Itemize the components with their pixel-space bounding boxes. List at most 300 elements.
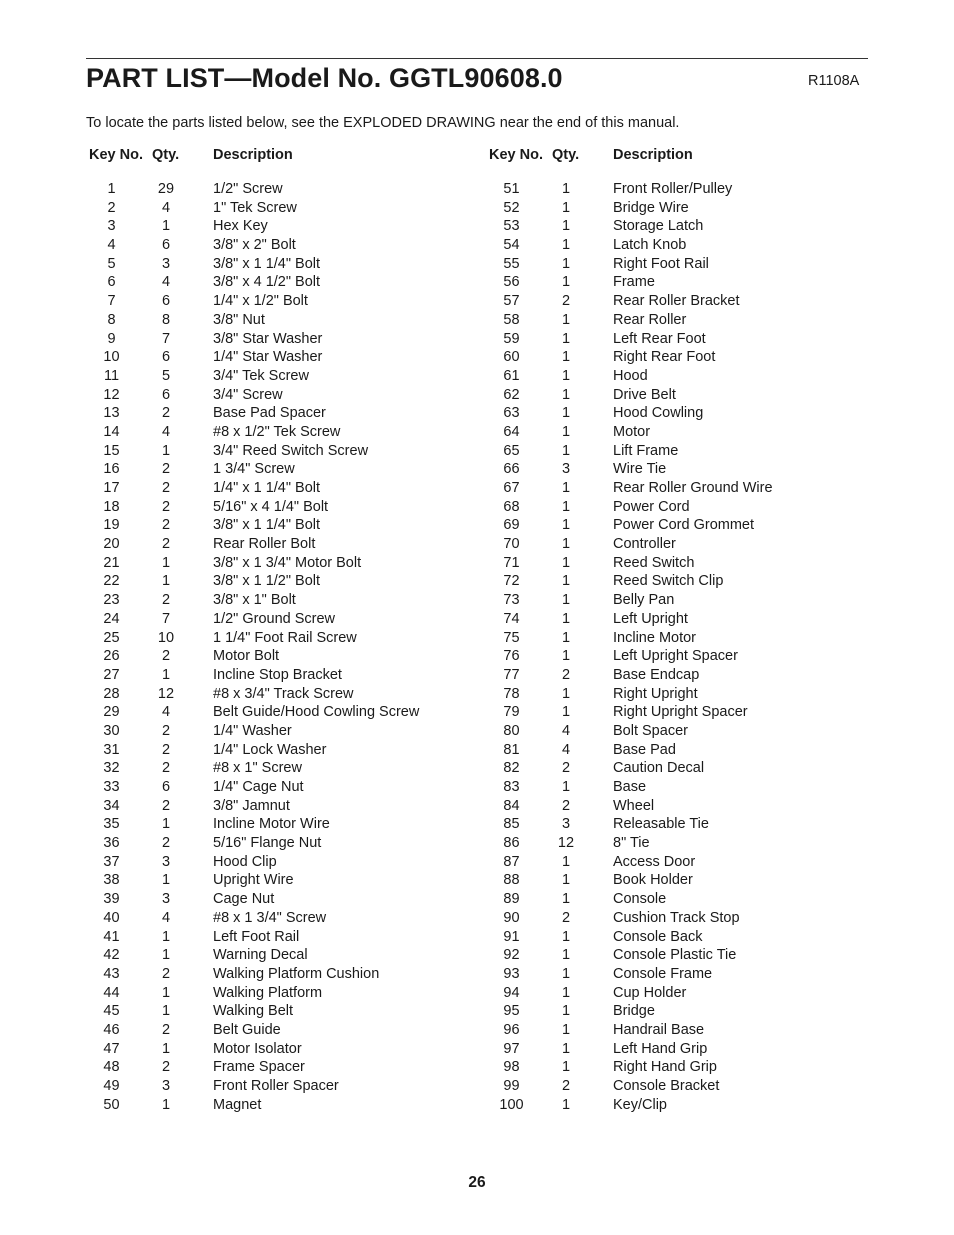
part-key-no: 99 <box>503 1078 520 1094</box>
part-key-no: 75 <box>503 629 520 646</box>
part-qty: 4 <box>161 909 171 926</box>
part-key-no: 78 <box>503 685 520 702</box>
part-qty: 1 <box>561 255 571 272</box>
part-qty: 1 <box>561 554 571 571</box>
part-description: Right Rear Foot <box>613 349 716 366</box>
header-qty: Qty. <box>152 147 180 163</box>
part-key-no: 24 <box>103 610 120 627</box>
part-description: 1/4" x 1 1/4" Bolt <box>213 480 321 496</box>
part-description: Key/Clip <box>613 1096 667 1113</box>
part-qty: 2 <box>561 760 571 777</box>
part-description: Power Cord Grommet <box>613 517 755 534</box>
part-key-no: 42 <box>103 947 120 964</box>
part-qty: 1 <box>161 872 171 889</box>
part-key-no: 34 <box>103 797 120 814</box>
part-key-no: 32 <box>103 760 120 777</box>
part-description: Hood <box>613 367 648 384</box>
part-key-no: 76 <box>503 648 520 665</box>
part-description: Base Pad <box>613 741 676 758</box>
part-description: Caution Decal <box>613 760 705 777</box>
part-key-no: 63 <box>503 405 520 422</box>
part-key-no: 53 <box>503 218 520 235</box>
part-key-no: 56 <box>503 274 520 291</box>
part-description: 1 1/4" Foot Rail Screw <box>213 629 357 646</box>
part-key-no: 67 <box>503 480 520 496</box>
part-qty: 1 <box>161 442 171 459</box>
part-qty: 1 <box>561 704 571 721</box>
part-qty: 1 <box>161 947 171 964</box>
part-description: Warning Decal <box>213 947 308 964</box>
part-qty: 1 <box>561 405 571 422</box>
part-description: Right Upright Spacer <box>613 704 748 721</box>
part-key-no: 30 <box>103 722 120 739</box>
part-qty: 1 <box>561 442 571 459</box>
part-key-no: 43 <box>103 965 120 982</box>
part-description: Hood Cowling <box>613 405 704 422</box>
part-qty: 1 <box>561 330 571 347</box>
part-description: Hood Clip <box>213 853 277 870</box>
part-qty: 1 <box>161 666 171 683</box>
part-description: Bolt Spacer <box>613 722 688 739</box>
part-description: 3/8" x 4 1/2" Bolt <box>213 274 321 291</box>
part-description: Frame <box>613 274 655 291</box>
part-key-no: 4 <box>107 237 116 254</box>
part-key-no: 31 <box>103 741 120 758</box>
part-qty: 1 <box>561 386 571 403</box>
part-description: Right Upright <box>613 685 698 702</box>
page-title: PART LIST—Model No. GGTL90608.0 <box>86 63 563 93</box>
part-qty: 1 <box>561 984 571 1001</box>
part-qty: 1 <box>561 274 571 291</box>
header-description: Description <box>213 147 293 163</box>
part-key-no: 44 <box>103 984 120 1001</box>
part-qty: 1 <box>561 872 571 889</box>
part-description: Rear Roller Bracket <box>613 293 740 310</box>
part-description: 1/2" Screw <box>213 181 283 197</box>
part-description: Lift Frame <box>613 442 679 459</box>
part-qty: 1 <box>161 1096 171 1113</box>
part-qty: 1 <box>161 816 171 833</box>
part-description: Reed Switch Clip <box>613 573 724 590</box>
part-key-no: 73 <box>503 592 520 609</box>
part-key-no: 21 <box>103 554 120 571</box>
part-qty: 4 <box>561 722 571 739</box>
part-qty: 7 <box>161 330 171 347</box>
part-key-no: 59 <box>503 330 520 347</box>
part-key-no: 47 <box>103 1040 120 1057</box>
part-qty: 1 <box>561 928 571 945</box>
part-description: Rear Roller Bolt <box>213 536 316 553</box>
part-key-no: 39 <box>103 891 120 908</box>
part-key-no: 98 <box>503 1059 520 1076</box>
header-key-no: Key No. <box>489 147 543 163</box>
part-qty: 1 <box>561 1021 571 1038</box>
part-description: Wheel <box>613 797 655 814</box>
part-qty: 2 <box>161 536 171 553</box>
part-qty: 2 <box>161 480 171 496</box>
part-qty: 4 <box>161 274 171 291</box>
part-qty: 1 <box>161 554 171 571</box>
part-qty: 8 <box>161 311 171 328</box>
part-key-no: 68 <box>503 498 520 515</box>
part-key-no: 55 <box>503 255 520 272</box>
part-key-no: 2 <box>107 199 116 216</box>
part-description: #8 x 1 3/4" Screw <box>213 909 327 926</box>
part-key-no: 50 <box>103 1096 120 1113</box>
part-qty: 2 <box>561 797 571 814</box>
part-description: Cushion Track Stop <box>613 909 740 926</box>
part-qty: 1 <box>561 629 571 646</box>
part-description: Power Cord <box>613 498 690 515</box>
part-description: Base <box>613 779 647 795</box>
part-description: 3/8" Star Washer <box>213 330 323 347</box>
part-key-no: 92 <box>503 947 520 964</box>
part-key-no: 80 <box>503 722 520 739</box>
part-key-no: 36 <box>103 835 120 852</box>
part-description: Handrail Base <box>613 1021 705 1038</box>
part-qty: 12 <box>157 685 175 702</box>
part-description: Left Foot Rail <box>213 928 300 945</box>
part-description: Access Door <box>613 853 696 870</box>
part-description: Base Pad Spacer <box>213 405 326 422</box>
part-key-no: 45 <box>103 1003 120 1020</box>
part-qty: 1 <box>561 648 571 665</box>
part-description: Rear Roller Ground Wire <box>613 480 773 496</box>
part-qty: 1 <box>561 891 571 908</box>
part-description: Belt Guide/Hood Cowling Screw <box>213 704 420 721</box>
part-qty: 1 <box>561 480 571 496</box>
part-qty: 1 <box>561 367 571 384</box>
part-key-no: 26 <box>103 648 120 665</box>
part-description: Storage Latch <box>613 218 704 235</box>
part-key-no: 70 <box>503 536 520 553</box>
part-key-no: 81 <box>503 741 520 758</box>
part-description: Bridge Wire <box>613 199 689 216</box>
part-description: Right Foot Rail <box>613 255 709 272</box>
part-qty: 4 <box>161 423 171 440</box>
part-key-no: 16 <box>103 461 120 478</box>
part-key-no: 71 <box>503 554 520 571</box>
part-description: Front Roller/Pulley <box>613 181 733 197</box>
part-key-no: 60 <box>503 349 520 366</box>
part-qty: 6 <box>161 349 171 366</box>
part-description: 1/4" x 1/2" Bolt <box>213 293 308 310</box>
part-qty: 2 <box>161 405 171 422</box>
part-key-no: 25 <box>103 629 120 646</box>
part-key-no: 88 <box>503 872 520 889</box>
part-description: 3/8" x 1 1/4" Bolt <box>213 255 321 272</box>
part-key-no: 84 <box>503 797 520 814</box>
part-qty: 2 <box>561 293 571 310</box>
part-description: 3/8" x 1 1/2" Bolt <box>213 573 321 590</box>
part-qty: 6 <box>161 779 171 795</box>
part-key-no: 77 <box>503 666 520 683</box>
part-qty: 6 <box>161 293 171 310</box>
part-key-no: 22 <box>103 573 120 590</box>
part-description: Motor <box>613 423 651 440</box>
part-key-no: 33 <box>103 779 120 795</box>
part-key-no: 91 <box>503 928 520 945</box>
part-key-no: 96 <box>503 1021 520 1038</box>
part-qty: 2 <box>161 760 171 777</box>
part-description: Hex Key <box>213 218 268 235</box>
part-description: Right Hand Grip <box>613 1059 717 1076</box>
part-key-no: 18 <box>103 498 120 515</box>
part-key-no: 49 <box>103 1078 120 1094</box>
part-description: 3/4" Screw <box>213 386 283 403</box>
part-qty: 1 <box>561 1059 571 1076</box>
part-description: Bridge <box>613 1003 655 1020</box>
part-key-no: 12 <box>103 386 120 403</box>
part-key-no: 20 <box>103 536 120 553</box>
part-description: Base Endcap <box>613 666 700 683</box>
part-qty: 1 <box>561 779 571 795</box>
part-description: 1/4" Washer <box>213 722 292 739</box>
header-key-no: Key No. <box>89 147 143 163</box>
part-qty: 1 <box>561 1003 571 1020</box>
part-qty: 3 <box>161 255 171 272</box>
part-key-no: 61 <box>503 367 520 384</box>
part-qty: 2 <box>161 965 171 982</box>
part-key-no: 40 <box>103 909 120 926</box>
part-description: Drive Belt <box>613 386 676 403</box>
part-qty: 2 <box>161 797 171 814</box>
part-description: Walking Belt <box>213 1003 294 1020</box>
part-key-no: 5 <box>107 255 116 272</box>
part-qty: 1 <box>561 423 571 440</box>
part-qty: 3 <box>161 891 171 908</box>
part-key-no: 87 <box>503 853 520 870</box>
part-key-no: 74 <box>503 610 520 627</box>
part-qty: 1 <box>561 237 571 254</box>
part-description: 1/4" Star Washer <box>213 349 323 366</box>
part-key-no: 41 <box>103 928 120 945</box>
part-key-no: 86 <box>503 835 520 852</box>
intro-text: To locate the parts listed below, see the EXPLODED DRAWING near the end of this manual. <box>86 115 680 131</box>
part-description: Left Hand Grip <box>613 1040 708 1057</box>
part-qty: 2 <box>561 666 571 683</box>
part-key-no: 69 <box>503 517 520 534</box>
part-description: Latch Knob <box>613 237 687 254</box>
part-description: 3/8" x 1 1/4" Bolt <box>213 517 321 534</box>
part-description: 8" Tie <box>613 835 650 852</box>
part-key-no: 28 <box>103 685 120 702</box>
part-description: Wire Tie <box>613 461 667 478</box>
part-description: 3/8" Jamnut <box>213 797 290 814</box>
part-description: #8 x 3/4" Track Screw <box>213 685 354 702</box>
part-description: Incline Stop Bracket <box>213 666 342 683</box>
part-qty: 1 <box>561 1040 571 1057</box>
part-qty: 3 <box>161 1078 171 1094</box>
part-qty: 4 <box>561 741 571 758</box>
part-qty: 2 <box>161 1021 171 1038</box>
part-key-no: 66 <box>503 461 520 478</box>
part-qty: 29 <box>157 181 175 197</box>
part-qty: 1 <box>561 965 571 982</box>
part-description: 1 3/4" Screw <box>213 461 295 478</box>
part-description: Walking Platform Cushion <box>213 965 380 982</box>
part-qty: 1 <box>561 573 571 590</box>
part-description: Rear Roller <box>613 311 687 328</box>
part-description: Incline Motor Wire <box>213 816 330 833</box>
part-key-no: 6 <box>107 274 116 291</box>
part-key-no: 11 <box>103 367 120 384</box>
part-description: Upright Wire <box>213 872 294 889</box>
part-qty: 1 <box>561 517 571 534</box>
part-key-no: 89 <box>503 891 520 908</box>
part-description: 3/8" Nut <box>213 311 265 328</box>
part-key-no: 64 <box>503 423 520 440</box>
part-qty: 1 <box>161 1003 171 1020</box>
part-qty: 2 <box>161 461 171 478</box>
part-qty: 2 <box>161 1059 171 1076</box>
part-qty: 2 <box>161 835 171 852</box>
part-key-no: 3 <box>107 218 116 235</box>
part-description: Walking Platform <box>213 984 323 1001</box>
part-description: #8 x 1" Screw <box>213 760 302 777</box>
top-rule <box>86 58 868 59</box>
part-description: Cup Holder <box>613 984 687 1001</box>
part-key-no: 19 <box>103 517 120 534</box>
part-description: 1/2" Ground Screw <box>213 610 336 627</box>
part-qty: 7 <box>161 610 171 627</box>
part-description: Motor Bolt <box>213 648 280 665</box>
part-qty: 10 <box>157 629 175 646</box>
part-key-no: 83 <box>503 779 520 795</box>
part-description: 3/4" Tek Screw <box>213 367 309 384</box>
part-key-no: 58 <box>503 311 520 328</box>
part-description: Console Back <box>613 928 703 945</box>
part-description: Book Holder <box>613 872 693 889</box>
part-description: 1/4" Lock Washer <box>213 741 327 758</box>
part-description: 1/4" Cage Nut <box>213 779 304 795</box>
part-key-no: 37 <box>103 853 120 870</box>
part-description: Console Frame <box>613 965 713 982</box>
part-qty: 1 <box>561 218 571 235</box>
part-description: Front Roller Spacer <box>213 1078 339 1094</box>
part-description: 3/4" Reed Switch Screw <box>213 442 369 459</box>
part-key-no: 38 <box>103 872 120 889</box>
part-qty: 1 <box>561 1096 571 1113</box>
part-description: #8 x 1/2" Tek Screw <box>213 423 341 440</box>
part-qty: 1 <box>561 947 571 964</box>
part-key-no: 100 <box>499 1096 524 1113</box>
part-key-no: 82 <box>503 760 520 777</box>
part-qty: 2 <box>161 517 171 534</box>
part-description: Reed Switch <box>613 554 695 571</box>
part-qty: 1 <box>561 592 571 609</box>
part-qty: 1 <box>161 218 171 235</box>
document-code: R1108A <box>808 73 860 89</box>
part-key-no: 46 <box>103 1021 120 1038</box>
part-key-no: 1 <box>107 181 116 197</box>
part-description: Belt Guide <box>213 1021 281 1038</box>
part-qty: 1 <box>561 349 571 366</box>
part-qty: 6 <box>161 237 171 254</box>
part-key-no: 85 <box>503 816 520 833</box>
part-key-no: 62 <box>503 386 520 403</box>
part-key-no: 7 <box>107 293 116 310</box>
part-qty: 3 <box>561 816 571 833</box>
part-key-no: 9 <box>107 330 116 347</box>
part-key-no: 94 <box>503 984 520 1001</box>
part-description: Belly Pan <box>613 592 675 609</box>
part-key-no: 17 <box>103 480 120 496</box>
part-qty: 1 <box>561 536 571 553</box>
part-description: Frame Spacer <box>213 1059 305 1076</box>
part-key-no: 23 <box>103 592 120 609</box>
part-qty: 3 <box>561 461 571 478</box>
part-qty: 2 <box>161 722 171 739</box>
part-qty: 1 <box>561 181 571 197</box>
part-key-no: 52 <box>503 199 520 216</box>
part-qty: 2 <box>161 592 171 609</box>
part-description: 3/8" x 2" Bolt <box>213 237 296 254</box>
part-key-no: 72 <box>503 573 520 590</box>
part-key-no: 65 <box>503 442 520 459</box>
part-description: 3/8" x 1 3/4" Motor Bolt <box>213 554 362 571</box>
part-qty: 1 <box>561 311 571 328</box>
part-description: Magnet <box>213 1096 262 1113</box>
part-description: 5/16" x 4 1/4" Bolt <box>213 498 329 515</box>
part-key-no: 48 <box>103 1059 120 1076</box>
part-qty: 1 <box>561 685 571 702</box>
part-key-no: 97 <box>503 1040 520 1057</box>
part-qty: 2 <box>161 741 171 758</box>
part-description: Cage Nut <box>213 891 275 908</box>
part-description: Left Upright Spacer <box>613 648 738 665</box>
part-qty: 1 <box>561 498 571 515</box>
part-qty: 2 <box>161 498 171 515</box>
part-qty: 1 <box>161 984 171 1001</box>
part-description: Left Upright <box>613 610 688 627</box>
part-description: Motor Isolator <box>213 1040 302 1057</box>
part-key-no: 35 <box>103 816 120 833</box>
part-qty: 5 <box>161 367 171 384</box>
part-qty: 2 <box>561 1078 571 1094</box>
part-description: Controller <box>613 536 676 553</box>
header-description: Description <box>613 147 693 163</box>
part-key-no: 27 <box>103 666 120 683</box>
part-key-no: 13 <box>103 405 120 422</box>
part-description: Left Rear Foot <box>613 330 706 347</box>
part-qty: 4 <box>161 704 171 721</box>
part-qty: 1 <box>561 610 571 627</box>
part-description: 1" Tek Screw <box>213 199 297 216</box>
part-description: Releasable Tie <box>613 816 709 833</box>
part-key-no: 93 <box>503 965 520 982</box>
part-description: Console <box>613 891 667 908</box>
part-qty: 2 <box>161 648 171 665</box>
part-key-no: 15 <box>103 442 120 459</box>
part-key-no: 8 <box>107 311 116 328</box>
part-key-no: 29 <box>103 704 120 721</box>
part-qty: 1 <box>161 1040 171 1057</box>
part-description: Console Plastic Tie <box>613 947 737 964</box>
part-qty: 12 <box>557 835 575 852</box>
part-qty: 6 <box>161 386 171 403</box>
part-qty: 1 <box>561 199 571 216</box>
header-qty: Qty. <box>552 147 580 163</box>
part-qty: 4 <box>161 199 171 216</box>
part-key-no: 10 <box>103 349 120 366</box>
part-key-no: 79 <box>503 704 520 721</box>
part-qty: 1 <box>161 928 171 945</box>
part-description: Console Bracket <box>613 1078 720 1094</box>
part-key-no: 95 <box>503 1003 520 1020</box>
part-key-no: 14 <box>103 423 120 440</box>
part-qty: 2 <box>561 909 571 926</box>
